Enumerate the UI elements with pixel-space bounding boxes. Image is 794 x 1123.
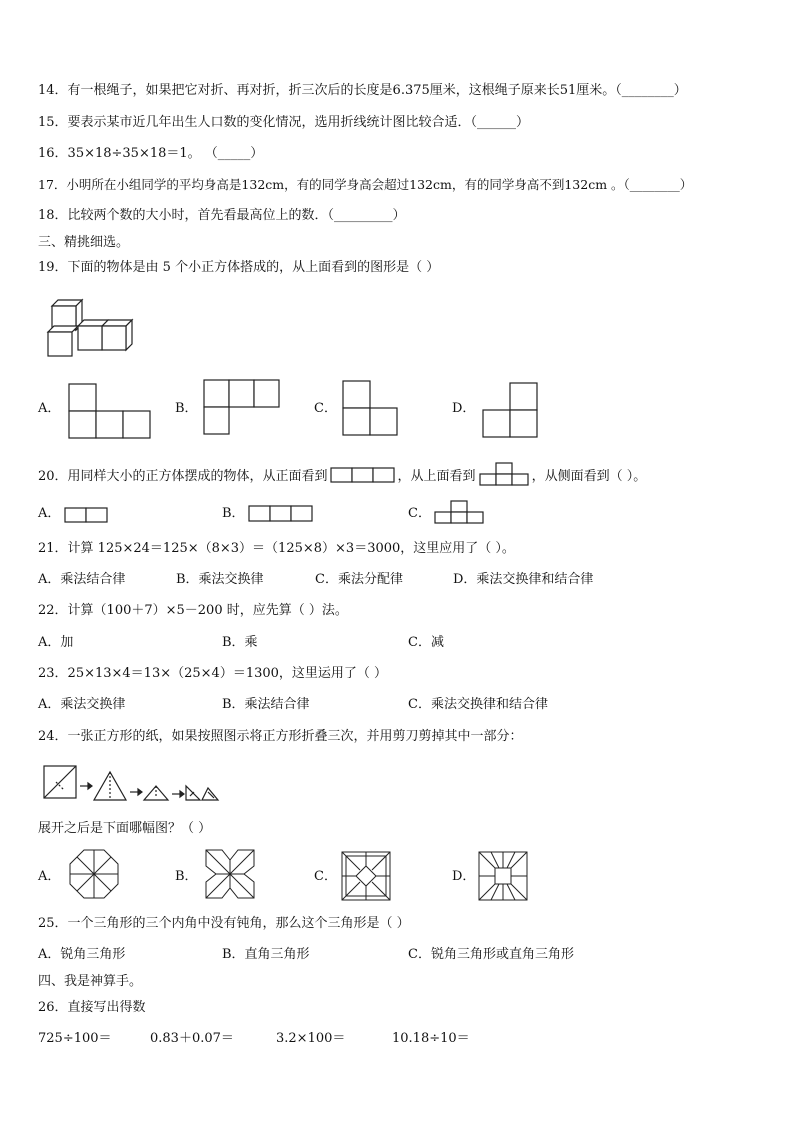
question-24: 24．一张正方形的纸，如果按照图示将正方形折叠三次，并用剪刀剪掉其中一部分：	[38, 729, 523, 744]
q19-option-b-figure	[203, 379, 283, 435]
q20-option-a-label: A．	[38, 506, 61, 521]
q19-option-c-label: C．	[314, 401, 337, 416]
question-19: 19．下面的物体是由 5 个小正方体搭成的，从上面看到的图形是（ ）	[38, 260, 440, 275]
q23-option-c: C．乘法交换律和结合律	[408, 697, 548, 712]
question-15: 15．要表示某市近几年出生人口数的变化情况，选用折线统计图比较合适．（______）	[38, 115, 530, 130]
q24-option-d-label: D．	[452, 869, 476, 884]
q24-option-b-figure	[204, 848, 256, 900]
section-heading-3: 三、精挑细选。	[38, 235, 130, 250]
q25-option-b: B．直角三角形	[222, 947, 310, 962]
q20-option-c-label: C．	[408, 506, 431, 521]
q24-option-a-figure	[68, 848, 120, 900]
question-20: 20．用同样大小的正方体摆成的物体，从正面看到 ，从上面看到 ，从侧面看到（ ）。	[38, 462, 646, 486]
question-25: 25．一个三角形的三个内角中没有钝角，那么这个三角形是（ ）	[38, 916, 410, 931]
q26-item-1: 725÷100＝	[38, 1031, 112, 1046]
question-22: 22．计算（100＋7）×5－200 时，应先算（ ）法。	[38, 603, 348, 618]
question-17: 17．小明所在小组同学的平均身高是132cm，有的同学身高会超过132cm，有的同学身高不到132cm 。（________）	[38, 177, 693, 192]
question-24-prompt: 展开之后是下面哪幅图？（ ）	[38, 821, 212, 836]
question-16: 16．35×18÷35×18＝1。 （_____）	[38, 146, 264, 161]
q20-option-b-figure	[248, 505, 316, 523]
q21-option-b: B．乘法交换律	[176, 572, 264, 587]
q26-item-2: 0.83＋0.07＝	[150, 1031, 234, 1046]
q24-option-a-label: A．	[38, 869, 61, 884]
question-14: 14．有一根绳子，如果把它对折、再对折，折三次后的长度是6.375厘米，这根绳子原来长51厘米。（________）	[38, 83, 687, 98]
q21-option-d: D．乘法交换律和结合律	[453, 572, 594, 587]
q19-option-c-figure	[342, 380, 398, 436]
question-18: 18．比较两个数的大小时，首先看最高位上的数．（_________）	[38, 208, 406, 223]
q22-option-c: C．减	[408, 635, 444, 650]
q19-option-a-label: A．	[38, 401, 61, 416]
q20-option-a-figure	[64, 507, 110, 523]
cube-stack-figure	[46, 298, 138, 360]
q19-option-b-label: B．	[175, 401, 198, 416]
q26-item-3: 3.2×100＝	[276, 1031, 346, 1046]
q23-option-a: A．乘法交换律	[38, 697, 126, 712]
q20-front-view-figure	[330, 467, 396, 483]
q25-option-c: C．锐角三角形或直角三角形	[408, 947, 574, 962]
q20-top-view-figure	[478, 462, 530, 486]
section-heading-4: 四、我是神算手。	[38, 974, 143, 989]
q20-option-b-label: B．	[222, 506, 245, 521]
paper-folding-sequence-figure	[42, 762, 222, 804]
q19-option-a-figure	[68, 383, 152, 439]
question-21: 21．计算 125×24＝125×（8×3）＝（125×8）×3＝3000，这里应用了（ ）。	[38, 541, 515, 556]
q20-option-c-figure	[433, 500, 485, 526]
q24-option-c-label: C．	[314, 869, 337, 884]
q24-option-c-figure	[340, 850, 392, 902]
q19-option-d-label: D．	[452, 401, 476, 416]
q24-option-d-figure	[477, 850, 529, 902]
q21-option-c: C．乘法分配律	[315, 572, 403, 587]
q22-option-b: B．乘	[222, 635, 258, 650]
q22-option-a: A．加	[38, 635, 74, 650]
q24-option-b-label: B．	[175, 869, 198, 884]
q21-option-a: A．乘法结合律	[38, 572, 126, 587]
q23-option-b: B．乘法结合律	[222, 697, 310, 712]
question-26: 26．直接写出得数	[38, 1000, 146, 1015]
q19-option-d-figure	[482, 382, 538, 438]
question-23: 23．25×13×4＝13×（25×4）＝1300，这里运用了（ ）	[38, 666, 388, 681]
q25-option-a: A．锐角三角形	[38, 947, 126, 962]
q26-item-4: 10.18÷10＝	[392, 1031, 470, 1046]
